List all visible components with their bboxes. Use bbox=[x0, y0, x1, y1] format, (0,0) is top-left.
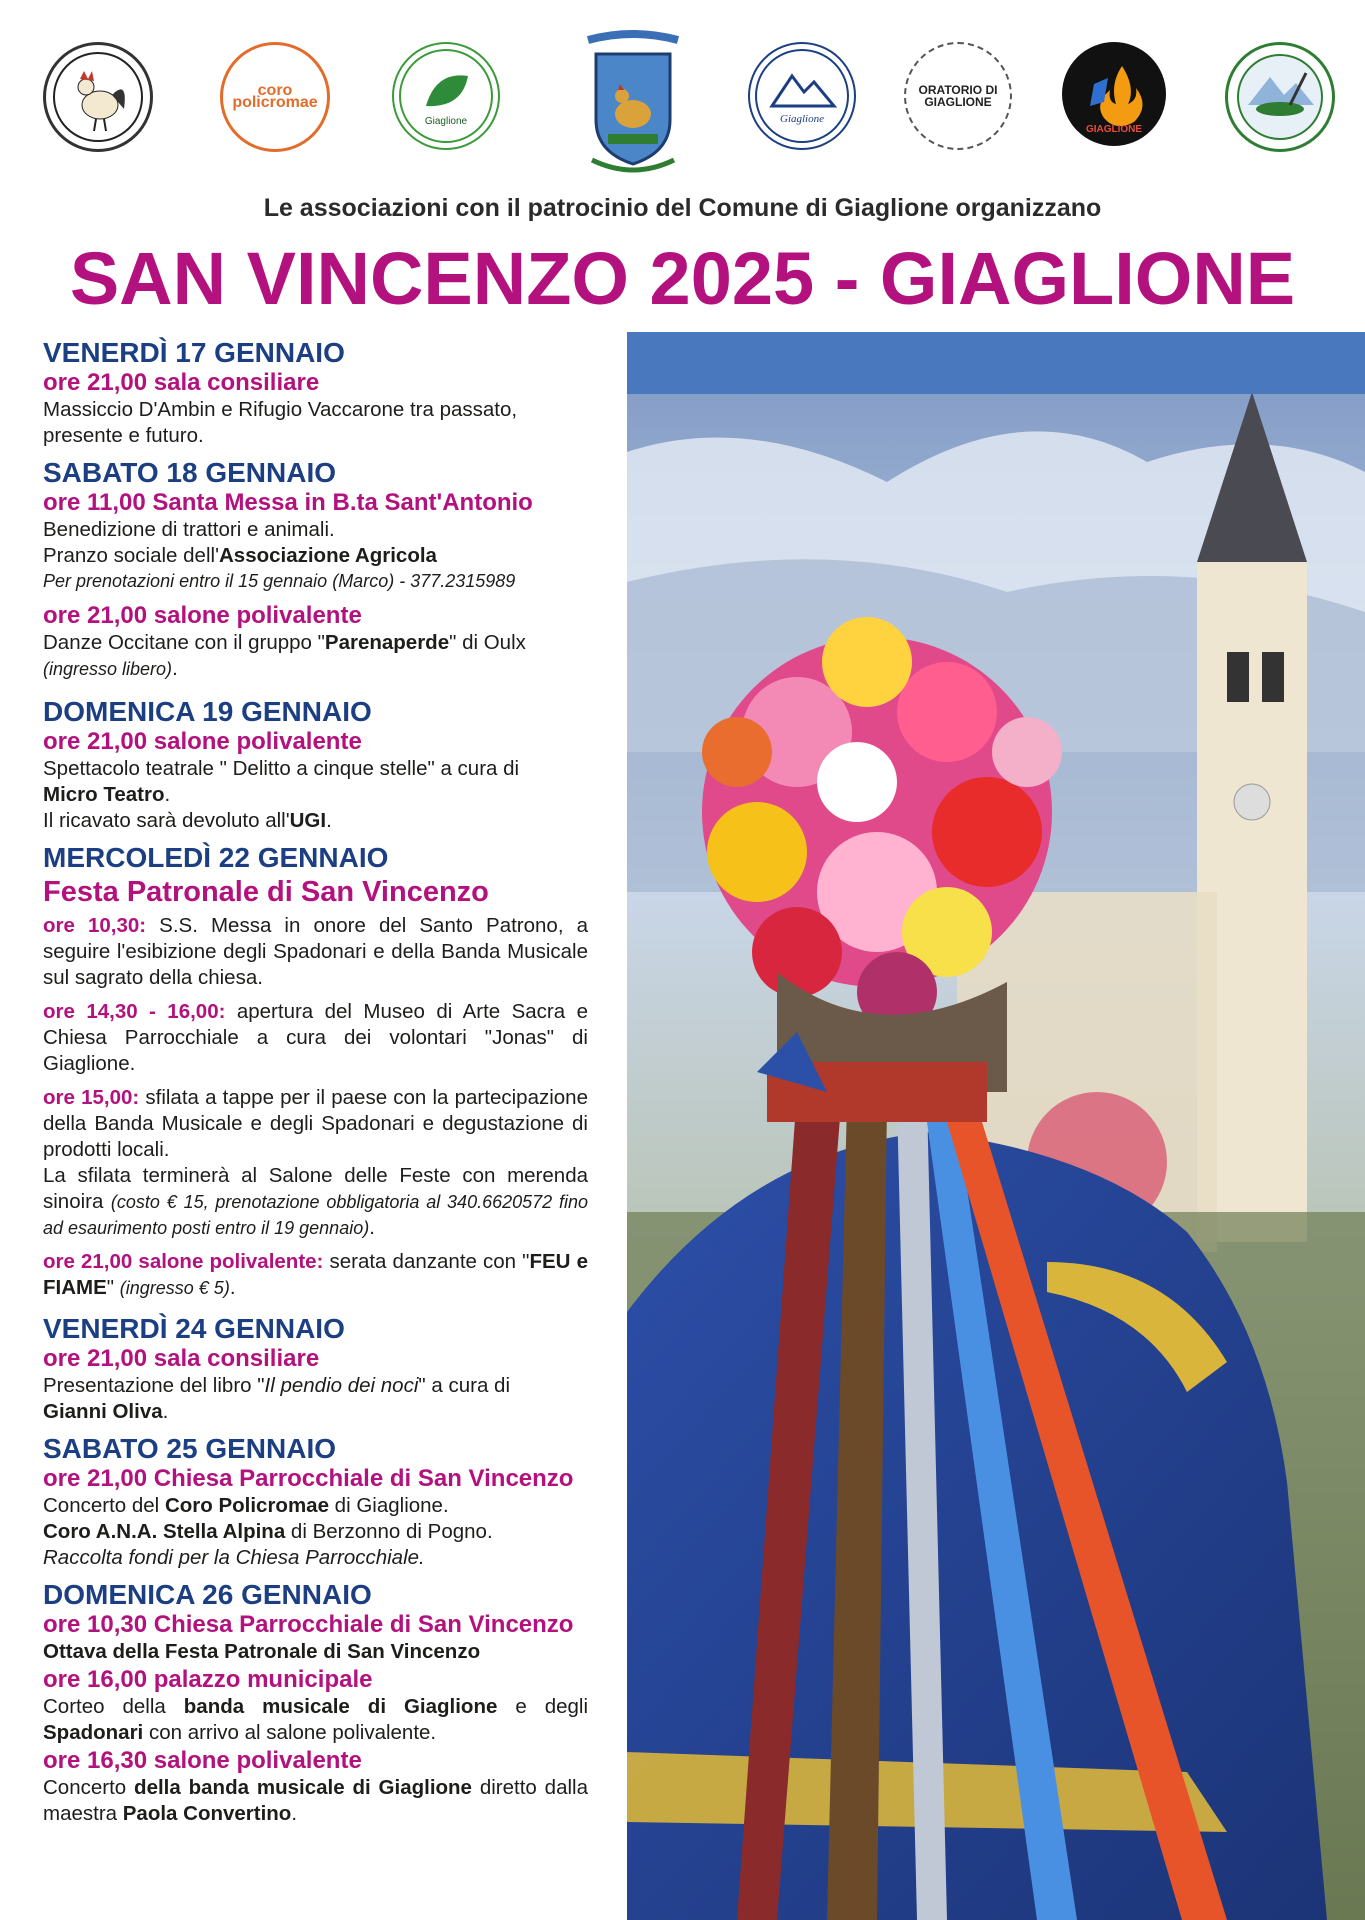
event-text bbox=[43, 782, 588, 808]
event-text bbox=[43, 1163, 588, 1241]
subtitle: Le associazioni con il patrocinio del Comune di Giaglione organizzano bbox=[263, 194, 1102, 222]
text-span: S.S. Messa in onore del Santo Patrono, a seguire l'esibizione degli Spadonari e della Banda Musicale sul sagrato della chiesa. bbox=[43, 914, 588, 989]
bold-span: Spadonari bbox=[43, 1721, 144, 1744]
day-heading: SABATO 25 GENNAIO bbox=[43, 1433, 337, 1464]
italic-span: (costo € 15, prenotazione obbligatoria al 340.6620572 fino ad esaurimento posti entro il 19 gennaio) bbox=[43, 1192, 588, 1238]
text-span: Danze Occitane con il gruppo " bbox=[43, 631, 325, 654]
event-text bbox=[43, 1399, 588, 1425]
bold-span: Paola Convertino bbox=[122, 1802, 292, 1825]
event-time: ore 10,30 Chiesa Parrocchiale di San Vincenzo bbox=[43, 1611, 574, 1638]
text-span: . bbox=[164, 783, 171, 806]
text-span: Il ricavato sarà devoluto all' bbox=[43, 809, 290, 832]
flame-icon bbox=[1064, 44, 1164, 144]
event-text bbox=[43, 1775, 588, 1827]
day-heading: VENERDÌ 17 GENNAIO bbox=[43, 337, 345, 368]
text-span: . bbox=[162, 1400, 169, 1423]
text-span: Pranzo sociale dell' bbox=[43, 544, 219, 567]
booking-note: Per prenotazioni entro il 15 gennaio (Marco) - 377.2315989 bbox=[43, 571, 516, 591]
text-span: diretto dalla maestra bbox=[43, 1776, 588, 1825]
day-heading: DOMENICA 19 GENNAIO bbox=[43, 696, 372, 727]
text-span: . bbox=[369, 1216, 375, 1239]
aib-logo bbox=[1062, 42, 1166, 146]
event-text: Raccolta fondi per la Chiesa Parrocchiale. bbox=[43, 1546, 425, 1569]
text-span: . bbox=[291, 1802, 298, 1825]
event-text bbox=[43, 1493, 588, 1519]
event-title: Festa Patronale di San Vincenzo bbox=[43, 876, 489, 908]
text-span: Concerto del bbox=[43, 1494, 165, 1517]
bold-span: banda musicale di Giaglione bbox=[183, 1695, 498, 1718]
svg-text:Giaglione: Giaglione bbox=[780, 113, 824, 125]
event-text: Massiccio D'Ambin e Rifugio Vaccarone tra passato, presente e futuro. bbox=[43, 398, 518, 447]
text-span: con arrivo al salone polivalente. bbox=[143, 1721, 437, 1744]
bold-span: Coro Policromae bbox=[164, 1494, 329, 1517]
page-title: SAN VINCENZO 2025 - GIAGLIONE bbox=[69, 237, 1296, 320]
alpini-hat-icon bbox=[1230, 47, 1330, 147]
oratorio-logo bbox=[904, 42, 1012, 150]
bold-span: Associazione Agricola bbox=[218, 544, 437, 567]
italic-span: (ingresso libero) bbox=[43, 659, 173, 679]
text-span: Concerto bbox=[43, 1776, 135, 1799]
text-span: La sfilata terminerà al Salone delle Feste con merenda sinoira bbox=[43, 1164, 588, 1213]
bold-span: Parenaperde bbox=[324, 631, 450, 654]
text-span: " di Oulx bbox=[449, 631, 526, 654]
event-text bbox=[43, 808, 588, 834]
event-time: ore 21,00 salone polivalente bbox=[43, 728, 362, 755]
event-time: ore 21,00 salone polivalente bbox=[43, 602, 362, 629]
spadonaro-photo bbox=[627, 332, 1365, 1920]
text-span: Presentazione del libro " bbox=[43, 1374, 265, 1397]
coat-of-arms-icon bbox=[578, 30, 688, 180]
event-text: Spettacolo teatrale " Delitto a cinque stelle" a cura di bbox=[43, 757, 520, 780]
banda-musicale-logo bbox=[43, 42, 153, 152]
bold-span: Micro Teatro bbox=[43, 783, 165, 806]
text-span: . bbox=[172, 657, 178, 680]
event-time: ore 21,00 sala consiliare bbox=[43, 1345, 320, 1372]
gruppo-alpini-logo bbox=[1225, 42, 1335, 152]
day-heading: SABATO 18 GENNAIO bbox=[43, 457, 337, 488]
time-lead: ore 10,30: bbox=[43, 914, 147, 937]
svg-text:Giaglione: Giaglione bbox=[424, 116, 468, 127]
event-program bbox=[43, 333, 588, 1827]
event-time: ore 16,30 salone polivalente bbox=[43, 1747, 362, 1774]
time-lead: ore 21,00 salone polivalente: bbox=[43, 1250, 324, 1273]
event-time: ore 16,00 palazzo municipale bbox=[43, 1666, 373, 1693]
event-text bbox=[43, 630, 588, 682]
svg-text:GIAGLIONE: GIAGLIONE bbox=[1085, 124, 1143, 135]
italic-span: Il pendio dei noci bbox=[264, 1374, 419, 1397]
bold-span: Gianni Oliva bbox=[43, 1400, 163, 1423]
event-text: Benedizione di trattori e animali. bbox=[43, 518, 335, 541]
event-time: ore 21,00 sala consiliare bbox=[43, 369, 320, 396]
rooster-icon bbox=[50, 49, 146, 145]
italic-span: (ingresso € 5) bbox=[119, 1278, 230, 1298]
photo-illustration bbox=[627, 332, 1365, 1920]
bold-span: della banda musicale di Giaglione bbox=[134, 1776, 472, 1799]
mountain-icon bbox=[752, 46, 852, 146]
event-text: Ottava della Festa Patronale di San Vincenzo bbox=[43, 1640, 481, 1663]
text-span: di Giaglione. bbox=[328, 1494, 449, 1517]
event-text bbox=[43, 1519, 588, 1545]
text-span: sfilata a tappe per il paese con la partecipazione della Banda Musicale e degli Spadonari e degustazione di prodotti locali. bbox=[43, 1086, 588, 1161]
day-heading: DOMENICA 26 GENNAIO bbox=[43, 1579, 372, 1610]
comune-crest bbox=[578, 30, 688, 180]
text-span: serata danzante con " bbox=[323, 1250, 530, 1273]
text-span: " a cura di bbox=[418, 1374, 511, 1397]
leaf-icon bbox=[396, 46, 496, 146]
text-span: " bbox=[106, 1276, 120, 1299]
event-text bbox=[43, 999, 588, 1077]
blue-header-bar bbox=[627, 332, 1365, 394]
associazione-agricoltori-logo bbox=[392, 42, 500, 150]
text-span: . bbox=[326, 809, 332, 832]
event-time: ore 21,00 Chiesa Parrocchiale di San Vincenzo bbox=[43, 1465, 574, 1492]
coro-policromae-logo bbox=[220, 42, 330, 152]
event-text bbox=[43, 1694, 588, 1746]
coro-policromae-logo-text: coro policromae bbox=[232, 82, 318, 111]
bold-span: UGI bbox=[289, 809, 327, 832]
event-text bbox=[43, 1249, 588, 1301]
event-time: ore 11,00 Santa Messa in B.ta Sant'Antonio bbox=[43, 489, 533, 516]
event-text bbox=[43, 1085, 588, 1163]
text-span: . bbox=[229, 1276, 236, 1299]
event-text bbox=[43, 913, 588, 991]
day-heading: MERCOLEDÌ 22 GENNAIO bbox=[43, 842, 389, 873]
text-span: di Berzonno di Pogno. bbox=[285, 1520, 493, 1543]
pro-loco-logo bbox=[748, 42, 856, 150]
text-span: apertura del Museo di Arte Sacra e Chiesa Parrocchiale a cura dei volontari "Jonas" di Giaglione. bbox=[43, 1000, 588, 1075]
event-text bbox=[43, 1373, 588, 1399]
oratorio-logo-text: ORATORIO DI GIAGLIONE bbox=[918, 83, 998, 109]
text-span: e degli bbox=[497, 1695, 589, 1718]
sponsor-logos bbox=[0, 30, 1365, 180]
text-span: Corteo della bbox=[43, 1695, 184, 1718]
event-text bbox=[43, 543, 588, 569]
day-heading: VENERDÌ 24 GENNAIO bbox=[43, 1313, 345, 1344]
bold-span: Coro A.N.A. Stella Alpina bbox=[43, 1520, 286, 1543]
bold-span: FEU e FIAME bbox=[43, 1250, 588, 1299]
time-lead: ore 14,30 - 16,00: bbox=[43, 1000, 226, 1023]
time-lead: ore 15,00: bbox=[43, 1086, 140, 1109]
